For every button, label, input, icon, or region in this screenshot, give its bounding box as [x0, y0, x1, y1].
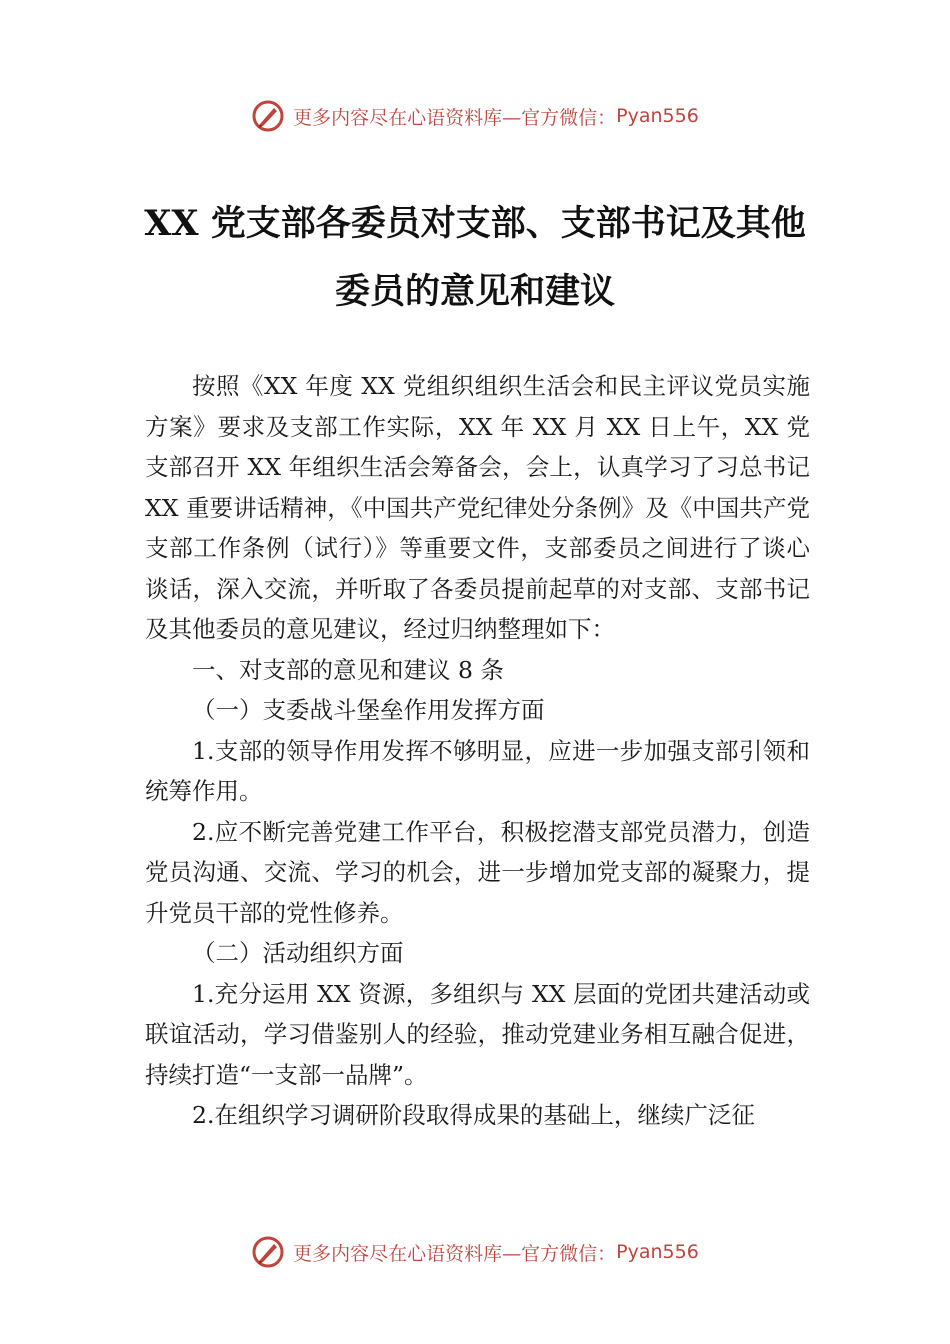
subsection-heading: （二）活动组织方面 — [192, 939, 404, 967]
document-body — [145, 366, 810, 1136]
watermark-banner-bottom — [0, 1230, 950, 1274]
watermark-wechat: Pyan556 — [616, 1241, 699, 1263]
watermark-banner-top — [0, 94, 950, 138]
document-title — [100, 190, 850, 326]
watermark-text: 更多内容尽在心语资料库—官方微信： — [293, 106, 617, 129]
subsection-heading: （一）支委战斗堡垒作用发挥方面 — [192, 696, 545, 724]
title-line-1: XX 党支部各委员对支部、支部书记及其他 — [144, 203, 806, 244]
pen-circle-logo-icon — [251, 1235, 285, 1269]
list-item: 2.在组织学习调研阶段取得成果的基础上，继续广泛征 — [192, 1101, 755, 1129]
watermark-text: 更多内容尽在心语资料库—官方微信： — [293, 1242, 617, 1265]
list-item: 1.充分运用 XX 资源，多组织与 XX 层面的党团共建活动或联谊活动，学习借鉴别人的经验，推动党建业务相互融合促进，持续打造“一支部一品牌”。 — [145, 979, 810, 1089]
list-item: 1.支部的领导作用发挥不够明显，应进一步加强支部引领和统筹作用。 — [145, 736, 810, 805]
title-line-2: 委员的意见和建议 — [334, 271, 615, 312]
section-heading: 一、对支部的意见和建议 8 条 — [192, 655, 504, 684]
watermark-wechat: Pyan556 — [616, 105, 699, 127]
intro-paragraph: 按照《XX 年度 XX 党组织组织生活会和民主评议党员实施方案》要求及支部工作实际，XX 年 XX 月 XX 日上午，XX 党支部召开 XX 年组织生活会筹备会，会上，认真学习了习总书记 XX 重要讲话精神，《中国共产党纪律处分条例》及《中国共产党支部工作条例（试行）》等重要文件，支部委员之间进行了谈心谈话，深入交流，并听取了各委员提前起草的对支部、支部书记及其他委员的意见建议，经过归纳整理如下： — [145, 372, 810, 643]
list-item: 2.应不断完善党建工作平台，积极挖潜支部党员潜力，创造党员沟通、交流、学习的机会，进一步增加党支部的凝聚力，提升党员干部的党性修养。 — [145, 817, 810, 927]
pen-circle-logo-icon — [251, 99, 285, 133]
